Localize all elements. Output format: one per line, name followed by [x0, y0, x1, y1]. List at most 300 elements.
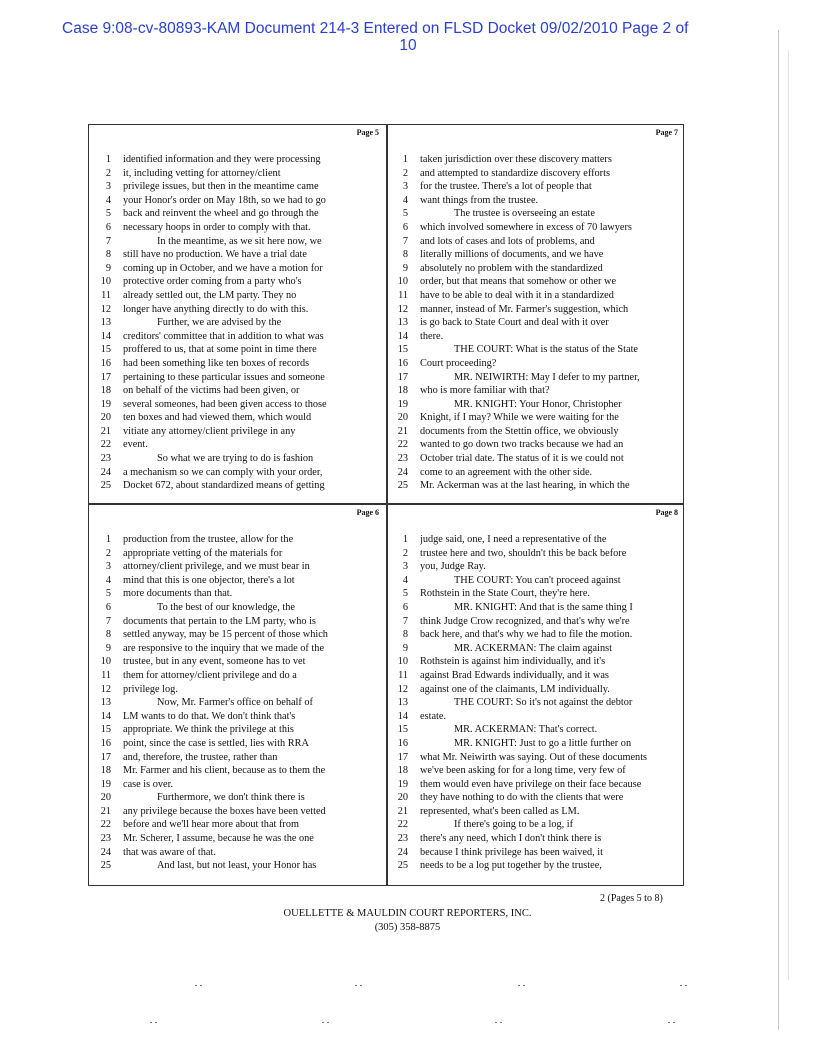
- line-number: 25: [100, 480, 111, 492]
- transcript-line: [95, 452, 381, 466]
- line-text: The trustee is overseeing an estate: [454, 208, 595, 220]
- line-text: MR. KNIGHT: Your Honor, Christopher: [454, 398, 622, 410]
- line-number: 3: [105, 181, 111, 193]
- transcript-line: [95, 384, 381, 398]
- line-text: mind that this is one objector, there's a lot: [123, 574, 295, 586]
- line-number: 14: [397, 330, 408, 342]
- transcript-line: [95, 398, 381, 412]
- line-text: back here, and that's why we had to file the motion.: [420, 629, 633, 641]
- line-text: are responsive to the inquiry that we made of the: [123, 642, 325, 654]
- line-text: back and reinvent the wheel and go through the: [123, 208, 319, 220]
- transcript-line: [392, 601, 680, 615]
- line-number: 22: [397, 819, 408, 831]
- line-number: 7: [402, 615, 408, 627]
- transcript-line: [392, 696, 680, 710]
- line-number: 18: [397, 765, 408, 777]
- line-number: 13: [100, 697, 111, 709]
- line-text: If there's going to be a log, if: [454, 819, 574, 831]
- transcript-line: [95, 846, 381, 860]
- line-number: 15: [397, 344, 408, 356]
- line-number: 5: [105, 208, 111, 220]
- page-range-label: 2 (Pages 5 to 8): [600, 893, 663, 904]
- page-number-label: Page 5: [356, 128, 379, 137]
- transcript-line: [392, 262, 680, 276]
- transcript-line: [95, 859, 381, 873]
- transcript-page-7: [392, 125, 680, 503]
- line-text: creditors' committee that in addition to what was: [123, 330, 324, 342]
- line-text: LM wants to do that. We don't think that's: [123, 710, 296, 722]
- line-number: 13: [397, 697, 408, 709]
- transcript-line: [95, 710, 381, 724]
- line-number: 21: [397, 805, 408, 817]
- transcript-line: [95, 371, 381, 385]
- line-text: come to an agreement with the other side.: [420, 466, 593, 478]
- line-text: So what we are trying to do is fashion: [157, 453, 314, 465]
- line-number: 18: [100, 765, 111, 777]
- scan-edge-line: [778, 30, 779, 1030]
- docket-header-line2: 10: [399, 37, 417, 54]
- transcript-line: [392, 371, 680, 385]
- transcript-line: [392, 207, 680, 221]
- line-text: wanted to go down two tracks because we had an: [420, 439, 624, 451]
- line-number: 18: [100, 385, 111, 397]
- line-text: necessary hoops in order to comply with that.: [123, 221, 311, 233]
- transcript-line: [95, 330, 381, 344]
- transcript-line: [95, 275, 381, 289]
- column-divider: [386, 125, 388, 885]
- line-text: appropriate. We think the privilege at this: [123, 724, 294, 736]
- line-number: 22: [100, 439, 111, 451]
- scan-speck: [680, 985, 682, 986]
- line-number: 9: [402, 642, 408, 654]
- line-number: 8: [402, 629, 408, 641]
- line-number: 5: [402, 208, 408, 220]
- line-number: 16: [397, 357, 408, 369]
- line-number: 20: [397, 412, 408, 424]
- line-number: 23: [100, 453, 111, 465]
- transcript-line: [392, 574, 680, 588]
- transcript-line: [392, 330, 680, 344]
- line-number: 23: [397, 453, 408, 465]
- line-text: privilege log.: [123, 683, 178, 695]
- line-number: 3: [402, 181, 408, 193]
- line-text: there's any need, which I don't think there is: [420, 833, 602, 845]
- line-number: 8: [402, 249, 408, 261]
- line-number: 8: [105, 249, 111, 261]
- line-number: 11: [398, 669, 408, 681]
- line-text: protective order coming from a party who's: [123, 276, 302, 288]
- line-text: literally millions of documents, and we have: [420, 249, 604, 261]
- line-number: 2: [105, 167, 111, 179]
- line-text: attorney/client privilege, and we must bear in: [123, 561, 310, 573]
- line-text: we've been asking for for a long time, very few of: [420, 765, 626, 777]
- transcript-line: [95, 289, 381, 303]
- page-number-label: Page 8: [655, 508, 678, 517]
- transcript-line: [392, 180, 680, 194]
- line-text: what Mr. Neiwirth was saying. Out of these documents: [420, 751, 648, 763]
- line-text: Court proceeding?: [420, 357, 497, 369]
- transcript-line: [95, 153, 381, 167]
- line-number: 12: [100, 683, 111, 695]
- line-text: order, but that means that somehow or other we: [420, 276, 617, 288]
- transcript-line: [392, 438, 680, 452]
- reporter-phone: (305) 358-8875: [374, 922, 441, 933]
- line-text: longer have anything directly to do with this.: [123, 303, 309, 315]
- line-number: 11: [101, 289, 111, 301]
- line-number: 10: [100, 276, 111, 288]
- line-number: 6: [402, 221, 408, 233]
- transcript-line: [392, 479, 680, 493]
- transcript-line: [392, 547, 680, 561]
- line-text: have to be able to deal with it in a standardized: [420, 289, 614, 301]
- transcript-line: [95, 818, 381, 832]
- line-text: Rothstein is against him individually, and it's: [420, 656, 606, 668]
- line-text: and lots of cases and lots of problems, and: [420, 235, 595, 247]
- line-text: you, Judge Ray.: [420, 561, 486, 573]
- transcript-line: [95, 303, 381, 317]
- transcript-page-6: [95, 505, 381, 885]
- line-number: 10: [397, 656, 408, 668]
- transcript-line: [95, 601, 381, 615]
- transcript-line: [95, 655, 381, 669]
- line-number: 6: [105, 601, 111, 613]
- line-text: THE COURT: So it's not against the debtor: [454, 697, 633, 709]
- line-text: proffered to us, that at some point in time there: [123, 344, 317, 356]
- scan-speck: [195, 985, 197, 986]
- scan-speck: [500, 1022, 502, 1023]
- transcript-line: [95, 778, 381, 792]
- line-number: 19: [397, 398, 408, 410]
- transcript-line: [392, 194, 680, 208]
- line-number: 3: [105, 561, 111, 573]
- transcript-line: [392, 615, 680, 629]
- line-text: a mechanism so we can comply with your order,: [123, 466, 323, 478]
- transcript-line: [95, 560, 381, 574]
- page-number-label: Page 7: [655, 128, 678, 137]
- line-number: 15: [397, 724, 408, 736]
- line-number: 7: [105, 615, 111, 627]
- line-text: against one of the claimants, LM individually.: [420, 683, 610, 695]
- transcript-line: [392, 357, 680, 371]
- line-text: Mr. Ackerman was at the last hearing, in which the: [420, 480, 630, 492]
- transcript-sheet: [88, 124, 684, 886]
- line-text: taken jurisdiction over these discovery matters: [420, 154, 612, 165]
- transcript-line: [392, 153, 680, 167]
- transcript-line: [95, 832, 381, 846]
- transcript-line: [95, 628, 381, 642]
- line-text: had been something like ten boxes of records: [123, 357, 310, 369]
- line-text: any privilege because the boxes have been vetted: [123, 805, 326, 817]
- line-number: 15: [100, 344, 111, 356]
- line-number: 9: [105, 262, 111, 274]
- transcript-line: [392, 669, 680, 683]
- line-number: 24: [397, 466, 408, 478]
- line-text: against Brad Edwards individually, and it was: [420, 669, 609, 681]
- line-text: Docket 672, about standardized means of getting: [123, 480, 325, 492]
- transcript-line: [95, 425, 381, 439]
- line-text: October trial date. The status of it is we could not: [420, 453, 624, 465]
- line-text: judge said, one, I need a representative of the: [420, 534, 607, 545]
- transcript-line: [95, 466, 381, 480]
- transcript-line: [392, 560, 680, 574]
- transcript-line: [95, 207, 381, 221]
- transcript-line: [392, 221, 680, 235]
- line-number: 9: [402, 262, 408, 274]
- line-text: MR. ACKERMAN: The claim against: [454, 642, 612, 654]
- transcript-line: [392, 303, 680, 317]
- line-number: 25: [397, 480, 408, 492]
- line-text: them for attorney/client privilege and do a: [123, 669, 297, 681]
- line-number: 19: [397, 778, 408, 790]
- transcript-line: [392, 710, 680, 724]
- line-text: because I think privilege has been waived, it: [420, 846, 603, 858]
- transcript-line: [392, 343, 680, 357]
- line-text: ten boxes and had viewed them, which would: [123, 412, 312, 424]
- line-number: 18: [397, 385, 408, 397]
- scan-speck: [685, 985, 687, 986]
- transcript-line: [392, 751, 680, 765]
- scan-speck: [327, 1022, 329, 1023]
- transcript-line: [95, 343, 381, 357]
- line-text: Mr. Farmer and his client, because as to them the: [123, 765, 326, 777]
- line-number: 25: [397, 860, 408, 872]
- line-text: THE COURT: What is the status of the State: [454, 344, 638, 356]
- line-text: trustee, but in any event, someone has to vet: [123, 656, 306, 668]
- line-number: 2: [105, 547, 111, 559]
- transcript-line: [392, 248, 680, 262]
- transcript-line: [95, 262, 381, 276]
- line-text: MR. KNIGHT: And that is the same thing I: [454, 601, 633, 613]
- transcript-line: [95, 615, 381, 629]
- line-text: manner, instead of Mr. Farmer's suggestion, which: [420, 303, 629, 315]
- line-number: 21: [100, 805, 111, 817]
- line-number: 11: [398, 289, 408, 301]
- transcript-line: [392, 275, 680, 289]
- transcript-line: [392, 425, 680, 439]
- line-number: 1: [105, 154, 111, 165]
- transcript-line: [392, 683, 680, 697]
- line-number: 6: [402, 601, 408, 613]
- line-text: represented, what's been called as LM.: [420, 805, 580, 817]
- line-number: 4: [402, 194, 408, 206]
- line-number: 20: [397, 792, 408, 804]
- line-text: And last, but not least, your Honor has: [157, 860, 317, 872]
- line-number: 1: [105, 534, 111, 545]
- line-number: 15: [100, 724, 111, 736]
- line-number: 13: [397, 317, 408, 329]
- scan-speck: [322, 1022, 324, 1023]
- line-text: Rothstein in the State Court, they're here.: [420, 588, 590, 600]
- reporter-footer: [0, 893, 815, 935]
- line-number: 1: [402, 154, 408, 165]
- scan-speck: [150, 1022, 152, 1023]
- line-text: already settled out, the LM party. They no: [123, 289, 297, 301]
- line-text: documents that pertain to the LM party, who is: [123, 615, 316, 627]
- line-text: still have no production. We have a trial date: [123, 249, 307, 261]
- transcript-line: [392, 778, 680, 792]
- transcript-line: [392, 642, 680, 656]
- transcript-line: [392, 628, 680, 642]
- line-text: and, therefore, the trustee, rather than: [123, 751, 278, 763]
- line-text: for the trustee. There's a lot of people that: [420, 181, 592, 193]
- scan-speck: [668, 1022, 670, 1023]
- line-number: 16: [100, 737, 111, 749]
- line-text: event.: [123, 439, 148, 451]
- line-number: 14: [397, 710, 408, 722]
- line-text: and attempted to standardize discovery efforts: [420, 167, 610, 179]
- line-number: 7: [402, 235, 408, 247]
- line-number: 21: [100, 425, 111, 437]
- line-text: estate.: [420, 710, 447, 722]
- line-number: 4: [105, 194, 111, 206]
- transcript-line: [392, 452, 680, 466]
- line-text: on behalf of the victims had been given, or: [123, 385, 300, 397]
- line-number: 23: [100, 833, 111, 845]
- line-number: 16: [397, 737, 408, 749]
- line-number: 7: [105, 235, 111, 247]
- transcript-line: [392, 316, 680, 330]
- line-number: 24: [100, 466, 111, 478]
- line-text: appropriate vetting of the materials for: [123, 547, 283, 559]
- line-text: privilege issues, but then in the meantime came: [123, 181, 319, 193]
- line-text: needs to be a log put together by the trustee,: [420, 860, 602, 872]
- line-number: 19: [100, 778, 111, 790]
- transcript-line: [392, 859, 680, 873]
- line-number: 20: [100, 412, 111, 424]
- line-number: 10: [397, 276, 408, 288]
- page-number-label: Page 6: [356, 508, 379, 517]
- line-text: MR. KNIGHT: Just to go a little further on: [454, 737, 632, 749]
- transcript-line: [392, 791, 680, 805]
- line-text: that was aware of that.: [123, 846, 216, 858]
- transcript-line: [95, 411, 381, 425]
- line-number: 12: [397, 683, 408, 695]
- line-number: 10: [100, 656, 111, 668]
- transcript-line: [95, 533, 381, 547]
- transcript-line: [392, 167, 680, 181]
- line-text: it, including vetting for attorney/client: [123, 167, 281, 179]
- transcript-line: [392, 533, 680, 547]
- line-number: 22: [100, 819, 111, 831]
- transcript-line: [95, 547, 381, 561]
- transcript-line: [392, 832, 680, 846]
- transcript-line: [95, 438, 381, 452]
- line-number: 2: [402, 167, 408, 179]
- line-number: 5: [402, 588, 408, 600]
- transcript-line: [95, 479, 381, 493]
- transcript-line: [392, 384, 680, 398]
- transcript-line: [95, 316, 381, 330]
- transcript-line: [95, 167, 381, 181]
- transcript-line: [392, 411, 680, 425]
- line-text: vitiate any attorney/client privilege in any: [123, 425, 296, 437]
- line-number: 21: [397, 425, 408, 437]
- line-number: 16: [100, 357, 111, 369]
- transcript-line: [392, 235, 680, 249]
- transcript-line: [95, 587, 381, 601]
- transcript-page-5: [95, 125, 381, 503]
- line-number: 8: [105, 629, 111, 641]
- line-number: 19: [100, 398, 111, 410]
- transcript-line: [392, 764, 680, 778]
- transcript-line: [95, 723, 381, 737]
- line-text: Furthermore, we don't think there is: [157, 792, 305, 804]
- scan-speck: [495, 1022, 497, 1023]
- transcript-line: [392, 846, 680, 860]
- transcript-line: [95, 805, 381, 819]
- docket-header-line1: Case 9:08-cv-80893-KAM Document 214-3 Entered on FLSD Docket 09/02/2010 Page 2 of: [62, 20, 689, 37]
- line-text: THE COURT: You can't proceed against: [454, 574, 621, 586]
- line-text: MR. ACKERMAN: That's correct.: [454, 724, 598, 736]
- line-number: 2: [402, 547, 408, 559]
- line-number: 24: [397, 846, 408, 858]
- scan-speck: [355, 985, 357, 986]
- line-text: case is over.: [123, 778, 174, 790]
- scan-speck: [523, 985, 525, 986]
- transcript-line: [95, 180, 381, 194]
- line-number: 23: [397, 833, 408, 845]
- transcript-line: [392, 587, 680, 601]
- line-number: 17: [397, 371, 408, 383]
- line-number: 1: [402, 534, 408, 545]
- line-number: 4: [402, 574, 408, 586]
- line-text: coming up in October, and we have a motion for: [123, 262, 323, 274]
- transcript-line: [392, 723, 680, 737]
- scan-speck: [360, 985, 362, 986]
- line-text: before and we'll hear more about that from: [123, 819, 299, 831]
- line-number: 9: [105, 642, 111, 654]
- line-text: documents from the Stettin office, we obviously: [420, 425, 619, 437]
- line-text: identified information and they were processing: [123, 154, 321, 165]
- line-number: 22: [397, 439, 408, 451]
- transcript-line: [95, 357, 381, 371]
- transcript-line: [392, 289, 680, 303]
- line-text: absolutely no problem with the standardized: [420, 262, 603, 274]
- line-number: 5: [105, 588, 111, 600]
- line-text: several someones, had been given access to those: [123, 398, 327, 410]
- line-text: which involved somewhere in excess of 70 lawyers: [420, 221, 632, 233]
- scan-speck: [673, 1022, 675, 1023]
- line-number: 6: [105, 221, 111, 233]
- line-number: 25: [100, 860, 111, 872]
- line-number: 24: [100, 846, 111, 858]
- transcript-line: [95, 642, 381, 656]
- line-text: MR. NEIWIRTH: May I defer to my partner,: [454, 371, 640, 383]
- line-number: 17: [397, 751, 408, 763]
- transcript-line: [95, 669, 381, 683]
- line-text: there.: [420, 330, 444, 342]
- line-number: 14: [100, 330, 111, 342]
- transcript-line: [95, 764, 381, 778]
- line-text: is go back to State Court and deal with it over: [420, 317, 609, 329]
- line-number: 4: [105, 574, 111, 586]
- scan-speck: [155, 1022, 157, 1023]
- transcript-line: [95, 696, 381, 710]
- line-text: think Judge Crow recognized, and that's why we're: [420, 615, 630, 627]
- transcript-line: [392, 655, 680, 669]
- line-text: who is more familiar with that?: [420, 385, 550, 397]
- line-text: Further, we are advised by the: [157, 317, 282, 329]
- line-text: want things from the trustee.: [420, 194, 539, 206]
- line-text: trustee here and two, shouldn't this be back before: [420, 547, 627, 559]
- line-text: more documents than that.: [123, 588, 233, 600]
- line-number: 12: [100, 303, 111, 315]
- line-number: 11: [101, 669, 111, 681]
- scan-edge-line-faint: [788, 50, 789, 980]
- line-text: production from the trustee, allow for the: [123, 534, 294, 545]
- transcript-line: [95, 221, 381, 235]
- transcript-line: [95, 683, 381, 697]
